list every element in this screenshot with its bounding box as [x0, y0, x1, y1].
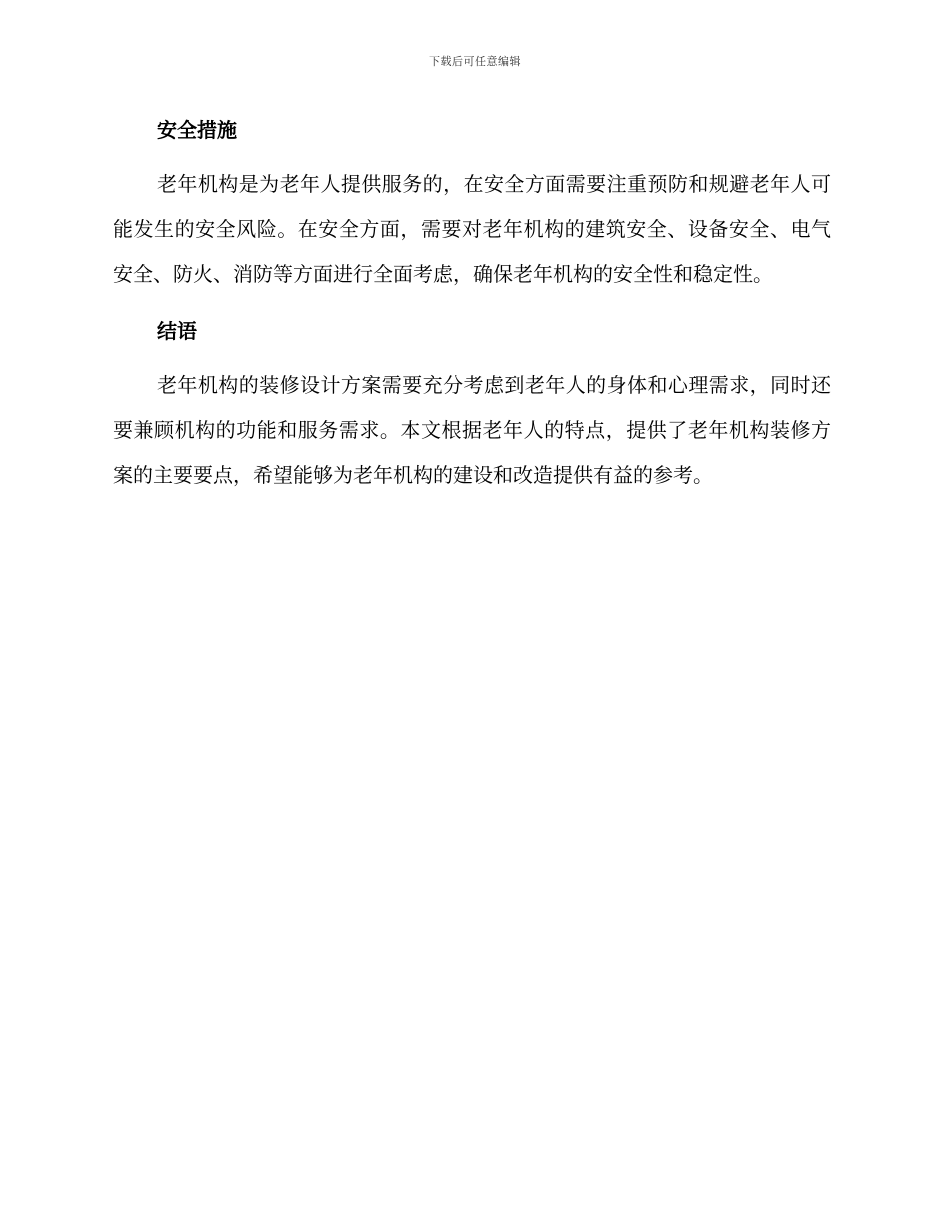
section-heading-conclusion: 结语 [157, 319, 197, 343]
section-paragraph-safety: 老年机构是为老年人提供服务的，在安全方面需要注重预防和规避老年人可能发生的安全风险。在安全方面，需要对老年机构的建筑安全、设备安全、电气安全、防火、消防等方面进行全面考虑，确保老年机构的安全性和稳定性。 [113, 172, 831, 286]
spacer [113, 297, 831, 311]
document-body [113, 110, 831, 498]
spacer [113, 150, 831, 162]
section-heading-safety: 安全措施 [157, 118, 237, 142]
spacer [113, 351, 831, 363]
section-paragraph-conclusion: 老年机构的装修设计方案需要充分考虑到老年人的身体和心理需求，同时还要兼顾机构的功能和服务需求。本文根据老年人的特点，提供了老年机构装修方案的主要要点，希望能够为老年机构的建设和改造提供有益的参考。 [113, 373, 831, 487]
header-note: 下载后可任意编辑 [429, 55, 521, 68]
